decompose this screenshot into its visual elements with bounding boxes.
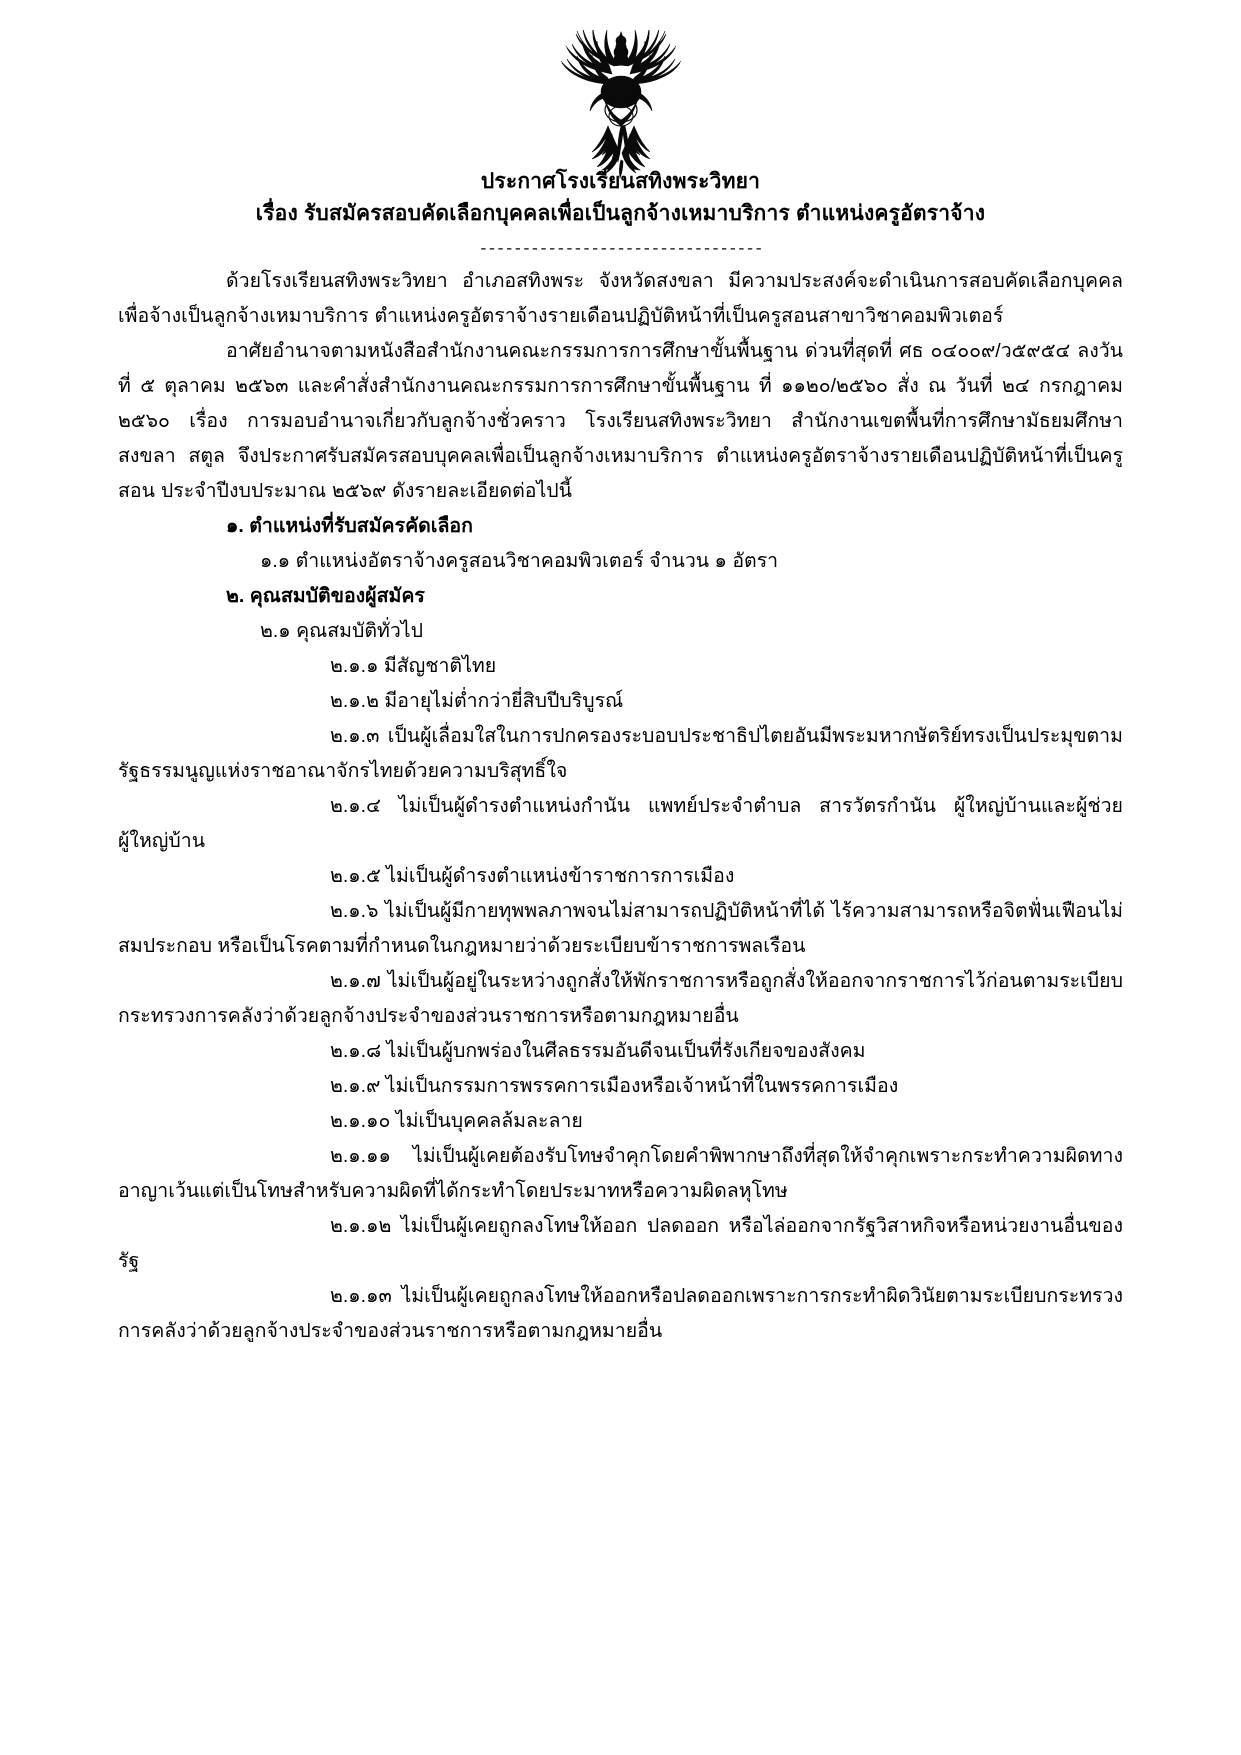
document-body <box>0 264 1241 1349</box>
document-subject: เรื่อง รับสมัครสอบคัดเลือกบุคคลเพื่อเป็นลูกจ้างเหมาบริการ ตำแหน่งครูอัตราจ้าง <box>255 202 986 225</box>
item-2-1-9: ๒.๑.๙ ไม่เป็นกรรมการพรรคการเมืองหรือเจ้าหน้าที่ในพรรคการเมือง <box>330 1075 899 1097</box>
section-2-heading: ๒. คุณสมบัติของผู้สมัคร <box>226 585 425 607</box>
item-2-1-10: ๒.๑.๑๐ ไม่เป็นบุคคลล้มละลาย <box>330 1110 583 1132</box>
item-2-1-4: ๒.๑.๔ ไม่เป็นผู้ดำรงตำแหน่งกำนัน แพทย์ประจำตำบล สารวัตรกำนัน ผู้ใหญ่บ้านและผู้ช่วยผู้ใหญ่บ้าน <box>118 795 1123 852</box>
garuda-emblem <box>556 30 686 175</box>
item-2-1-2: ๒.๑.๒ มีอายุไม่ต่ำกว่ายี่สิบปีบริบูรณ์ <box>330 690 624 712</box>
emblem-container <box>0 0 1241 160</box>
item-2-1-7: ๒.๑.๗ ไม่เป็นผู้อยู่ในระหว่างถูกสั่งให้พักราชการหรือถูกสั่งให้ออกจากราชการไว้ก่อนตามระเบียบกระทรวงการคลังว่าด้วยลูกจ้างประจำของส่วนราชการหรือตามกฎหมายอื่น <box>118 970 1123 1027</box>
item-2-1-12: ๒.๑.๑๒ ไม่เป็นผู้เคยถูกลงโทษให้ออก ปลดออก หรือไล่ออกจากรัฐวิสาหกิจหรือหน่วยงานอื่นของรัฐ <box>118 1215 1123 1272</box>
paragraph-authority: อาศัยอำนาจตามหนังสือสำนักงานคณะกรรมการการศึกษาขั้นพื้นฐาน ด่วนที่สุดที่ ศธ ๐๔๐๐๙/ว๕๙๕๔ ลงวันที่ ๕ ตุลาคม ๒๕๖๓ และคำสั่งสำนักงานคณะกรรมการการศึกษาขั้นพื้นฐาน ที่ ๑๑๒๐/๒๕๖๐ สั่ง ณ วันที่ ๒๔ กรกฎาคม ๒๕๖๐ เรื่อง การมอบอำนาจเกี่ยวกับลูกจ้างชั่วคราว โรงเรียนสทิงพระวิทยา สำนักงานเขตพื้นที่การศึกษามัธยมศึกษาสงขลา สตูล จึงประกาศรับสมัครสอบบุคคลเพื่อเป็นลูกจ้างเหมาบริการ ตำแหน่งครูอัตราจ้างรายเดือนปฏิบัติหน้าที่เป็นครูสอน ประจำปีงบประมาณ ๒๕๖๙ ดังรายละเอียดต่อไปนี้ <box>118 340 1123 502</box>
paragraph-intro: ด้วยโรงเรียนสทิงพระวิทยา อำเภอสทิงพระ จังหวัดสงขลา มีความประสงค์จะดำเนินการสอบคัดเลือกบุคคลเพื่อจ้างเป็นลูกจ้างเหมาบริการ ตำแหน่งครูอัตราจ้างรายเดือนปฏิบัติหน้าที่เป็นครูสอนสาขาวิชาคอมพิวเตอร์ <box>118 270 1123 327</box>
document-title: ประกาศโรงเรียนสทิงพระวิทยา <box>480 170 761 193</box>
item-2-1-1: ๒.๑.๑ มีสัญชาติไทย <box>330 655 497 677</box>
item-2-1-3: ๒.๑.๓ เป็นผู้เลื่อมใสในการปกครองระบอบประชาธิปไตยอันมีพระมหากษัตริย์ทรงเป็นประมุขตามรัฐธรรมนูญแห่งราชอาณาจักรไทยด้วยความบริสุทธิ์ใจ <box>118 725 1123 782</box>
item-2-1: ๒.๑ คุณสมบัติทั่วไป <box>260 620 423 642</box>
item-1-1: ๑.๑ ตำแหน่งอัตราจ้างครูสอนวิชาคอมพิวเตอร์ จำนวน ๑ อัตรา <box>260 550 779 572</box>
item-2-1-13: ๒.๑.๑๓ ไม่เป็นผู้เคยถูกลงโทษให้ออกหรือปลดออกเพราะการกระทำผิดวินัยตามระเบียบกระทรวงการคลังว่าด้วยลูกจ้างประจำของส่วนราชการหรือตามกฎหมายอื่น <box>118 1285 1123 1342</box>
separator-rule: --------------------------------- <box>478 240 763 258</box>
item-2-1-8: ๒.๑.๘ ไม่เป็นผู้บกพร่องในศีลธรรมอันดีจนเป็นที่รังเกียจของสังคม <box>330 1040 866 1062</box>
item-2-1-6: ๒.๑.๖ ไม่เป็นผู้มีกายทุพพลภาพจนไม่สามารถปฏิบัติหน้าที่ได้ ไร้ความสามารถหรือจิตฟั่นเฟือนไม่สมประกอบ หรือเป็นโรคตามที่กำหนดในกฎหมายว่าด้วยระเบียบข้าราชการพลเรือน <box>118 900 1123 957</box>
item-2-1-5: ๒.๑.๕ ไม่เป็นผู้ดำรงตำแหน่งข้าราชการการเมือง <box>330 865 735 887</box>
item-2-1-11: ๒.๑.๑๑ ไม่เป็นผู้เคยต้องรับโทษจำคุกโดยคำพิพากษาถึงที่สุดให้จำคุกเพราะกระทำความผิดทางอาญาเว้นแต่เป็นโทษสำหรับความผิดที่ได้กระทำโดยประมาทหรือความผิดลหุโทษ <box>118 1145 1123 1202</box>
title-block <box>0 166 1241 230</box>
section-1-heading: ๑. ตำแหน่งที่รับสมัครคัดเลือก <box>226 515 473 537</box>
